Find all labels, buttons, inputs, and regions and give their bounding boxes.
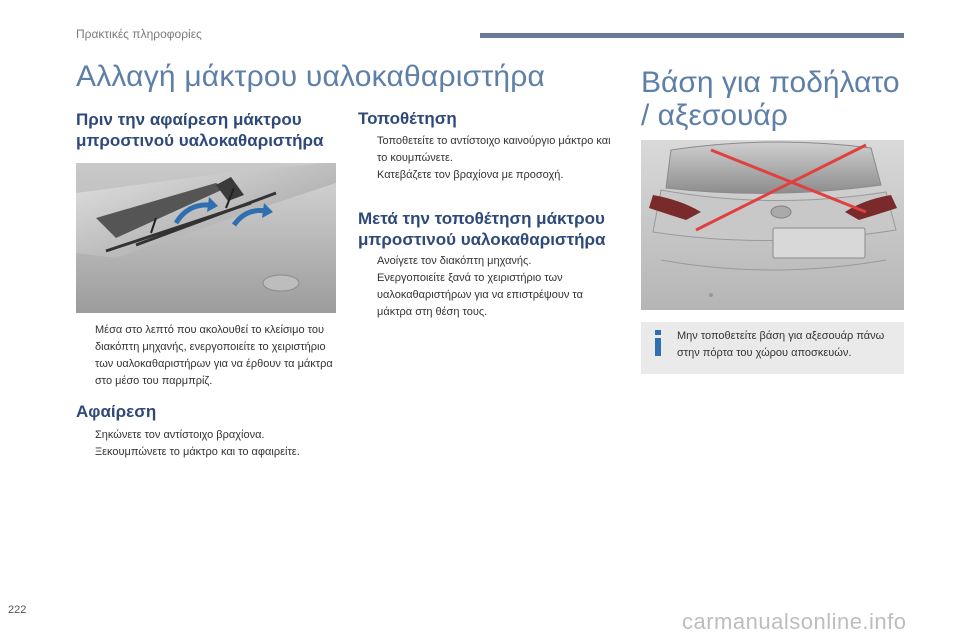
after-fitting-list [358, 253, 620, 321]
info-icon [653, 329, 663, 357]
windscreen-illustration [76, 163, 336, 313]
header-rule [480, 33, 904, 38]
page-number: 222 [8, 604, 27, 616]
fitting-heading: Τοποθέτηση [358, 109, 457, 128]
list-item: Ξεκουμπώνετε το μάκτρο και το αφαιρείτε. [95, 446, 300, 458]
removal-heading: Αφαίρεση [76, 402, 157, 421]
wiper-section-title: Αλλαγή μάκτρου υαλοκαθαριστήρα [76, 60, 546, 93]
windscreen-wiper-photo [76, 163, 336, 313]
fitting-list [358, 133, 620, 184]
list-item: Μέσα στο λεπτό που ακολουθεί το κλείσιμο του διακόπτη μηχανής, ενεργοποιείτε το χειριστήριο των υαλοκαθαριστήρων για να έρθουν τα μάκτρα στο μέσο του παρμπρίζ. [95, 324, 333, 387]
after-fitting-heading: Μετά την τοποθέτηση μάκτρου μπροστινού υαλοκαθαριστήρα [358, 209, 606, 250]
tailgate-photo [641, 140, 904, 310]
watermark: carmanualsonline.info [682, 609, 907, 634]
info-note-text: Μην τοποθετείτε βάση για αξεσουάρ πάνω στην πόρτα του χώρου αποσκευών. [677, 330, 885, 359]
before-removal-heading: Πριν την αφαίρεση μάκτρου μπροστινού υαλοκαθαριστήρα [76, 110, 324, 151]
tailgate-illustration [641, 140, 904, 310]
list-item: Τοποθετείτε το αντίστοιχο καινούργιο μάκτρο και το κουμπώνετε. [377, 135, 611, 164]
list-item: Ανοίγετε τον διακόπτη μηχανής. [377, 255, 532, 267]
list-item: Κατεβάζετε τον βραχίονα με προσοχή. [377, 169, 564, 181]
list-item: Σηκώνετε τον αντίστοιχο βραχίονα. [95, 429, 265, 441]
before-removal-list [76, 322, 338, 390]
list-item: Ενεργοποιείτε ξανά το χειριστήριο των υαλοκαθαριστήρων για να επιστρέψουν τα μάκτρα στη θέση τους. [377, 272, 583, 318]
removal-list [76, 427, 338, 461]
section-label: Πρακτικές πληροφορίες [76, 27, 202, 41]
bike-rack-section-title: Βάση για ποδήλατο / αξεσουάρ [641, 66, 900, 132]
info-note [641, 322, 904, 374]
